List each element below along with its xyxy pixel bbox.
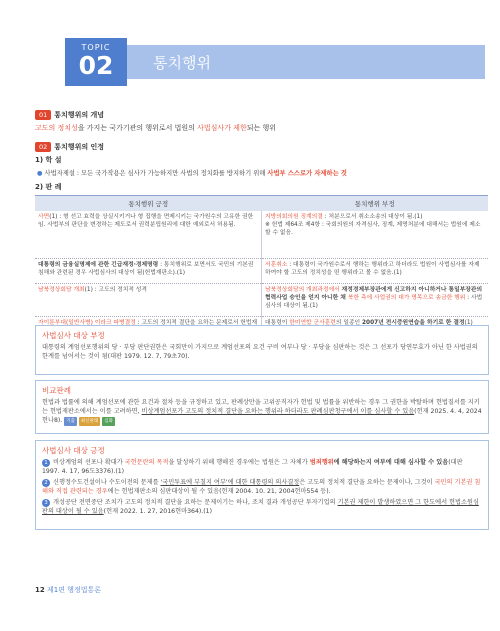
table-row (35, 258, 488, 283)
item-number: 2 (42, 479, 50, 487)
item-number: 1 (42, 459, 50, 467)
table-cell: 대통령의 금융실명제에 관한 긴급재정·경제명령 : 통치행위로 보면서도 국민의 기본권 침해와 관련된 경우 사법심사의 대상이 됨(헌법재판소).(1) (35, 258, 262, 283)
subheading-theory: 1) 학 설 (35, 156, 62, 164)
list-item: 2 신행정수도건설이나 수도이전의 문제를 '국민투표에 부칠지 여부'에 대한 대통령의 의사결정은 고도의 정치적 결단을 요하는 문제이나, 그것이 국민의 기본권 침해와 직접 관련되는 경우에는 헌법재판소의 심판대상이 될 수 있음(헌재 2004. 10. 21, 2004헌마554 등). (42, 479, 481, 495)
box-title: 비교판례 (42, 386, 71, 395)
box-comparison-case (35, 380, 489, 434)
concept-definition (35, 123, 276, 133)
topic-label: TOPIC (81, 43, 111, 52)
tag-past-exam: 기출 (66, 419, 75, 424)
box-text: 대통령의 계엄선포행위의 당 · 부당 판단권한은 국회만이 가지므로 계엄선포의 요건 구비 여부나 당 · 부당을 심판하는 것은 그 선포가 당연무효가 아닌 한 사법권의 한계를 넘어서는 것이 됨(대판 1979. 12. 7, 79초70). (42, 344, 478, 360)
page-footer (35, 585, 101, 595)
topic-header (65, 38, 485, 86)
box-title: 사법심사 대상 긍정 (42, 446, 105, 455)
section-02-heading (35, 142, 104, 152)
table-cell: 지방의회의원 징계의결 : 처분으로서 취소소송의 대상이 됨.(1) ※ 헌법 제64조 제4항 : 국회의원의 자격심사, 징계, 제명처분에 대해서는 법원에 제소할 수 없음. (262, 211, 489, 258)
table-cell: 남북정상회담 개최(1) : 고도의 정치적 성격 (35, 283, 262, 316)
topic-title: 통치행위 (153, 54, 211, 72)
def-part-d: 되는 행위 (246, 124, 276, 132)
table-cell: 남북정상회담의 개최과정에서 재정경제부장관에게 신고하지 아니하거나 통일부장관의 협력사업 승인을 얻지 아니한 채 북한 측에 사업권의 대가 명목으로 송금한 행위 : 사법심사의 대상이 됨.(1) (262, 283, 489, 316)
theory-bullet: ● 사법자제설 : 모든 국가작용은 심사가 가능하지만 사법의 정치화를 방지하기 위해 사법부 스스로가 자제하는 것 (37, 170, 347, 177)
cases-table (35, 195, 488, 339)
item-number: 3 (42, 499, 50, 507)
box-review-positive (35, 440, 489, 530)
def-part-c: 사법심사가 제한 (197, 124, 247, 132)
table-cell: 서훈취소 : 대통령이 국가원수로서 행하는 행위라고 하더라도 법원이 사법심사를 자제하여야 할 고도의 정치성을 띤 행위라고 볼 수 없음.(1) (262, 258, 489, 283)
theory-bullet-text: 사법자제설 : 모든 국가작용은 심사가 가능하지만 사법의 정치화를 방지하기 위해 (44, 170, 268, 177)
list-item: 3 개성공단 전면중단 조치가 고도의 정치적 결단을 요하는 문제이기는 하나, 조치 결과 개성공단 투자기업의 기본권 제한이 발생하였으면 그 한도에서 헌법소원심판의 대상이 될 수 있음(헌재 2022. 1. 27, 2016헌마364).(1) (42, 499, 479, 515)
section-01-heading (35, 110, 104, 120)
table-cell: 사면(1) : 형 선고 효력을 상실시키거나 형 집행을 면제시키는 국가원수의 고유한 권한임. 사법부의 판단을 변경하는 제도로서 권력분립원리에 대한 예외로서 허용됨. (35, 211, 262, 258)
subheading-cases: 2) 판 례 (35, 183, 62, 191)
topic-number: 02 (78, 51, 114, 80)
section-01-title: 통치행위의 개념 (54, 111, 105, 119)
part-title: 제1편 행정법통론 (46, 586, 101, 594)
def-part-a: 고도의 정치성 (35, 124, 78, 132)
theory-bullet-highlight: 사법부 스스로가 자제하는 것 (267, 170, 347, 177)
table-row (35, 211, 488, 258)
section-02-badge: 02 (35, 142, 51, 152)
box-review-negative (35, 325, 489, 375)
table-cell: 자이툰부대(일반사병) 이라크 파병결정 : 고도의 정치적 결단을 요하는 문제로서 헌법재 (35, 316, 262, 338)
box-title: 사법심사 대상 부정 (42, 331, 105, 340)
table-row (35, 283, 488, 316)
def-part-b: 을 가지는 국가기관의 행위로서 법원의 (77, 124, 198, 132)
table-cell: 대통령이 한미연합 군사훈련의 일종인 2007년 전시증원연습을 하기로 한 결정(1) (262, 316, 489, 338)
tag-advanced: 심화 (104, 419, 113, 424)
section-01-badge: 01 (35, 110, 51, 120)
page-number: 12 (35, 586, 45, 594)
col-header-deny: 통치행위 부정 (262, 196, 489, 212)
col-header-affirm: 통치행위 긍정 (35, 196, 262, 212)
section-02-title: 통치행위의 인정 (54, 143, 105, 151)
tag-latest: 최신판례 (80, 419, 99, 424)
list-item: 1 비상계엄의 선포나 확대가 국헌문란의 목적을 달성하기 위해 행해진 경우에는 법원은 그 자체가 범죄행위에 해당하는지 여부에 대해 심사할 수 있음(대판 1997. 4. 17, 96도3376).(1) (42, 459, 463, 475)
box-text: 헌법과 법률에 의해 계엄선포에 관한 요건과 절차 등을 규정하고 있고, 판례상만을 고위공직자가 헌법 및 법률을 위반하는 경우 그 권한을 박탈하며 헌법질서를 지키는 헌법재판소에서는 이를 고려하면, 비상계엄선포가 고도의 정치적 결단을 요하는 행위라 하더라도 판례심판청구에서 이를 심사할 수 있음(헌재 2025. 4. 4, 2024헌나8). 기출 최신판례 심화 (42, 399, 482, 424)
